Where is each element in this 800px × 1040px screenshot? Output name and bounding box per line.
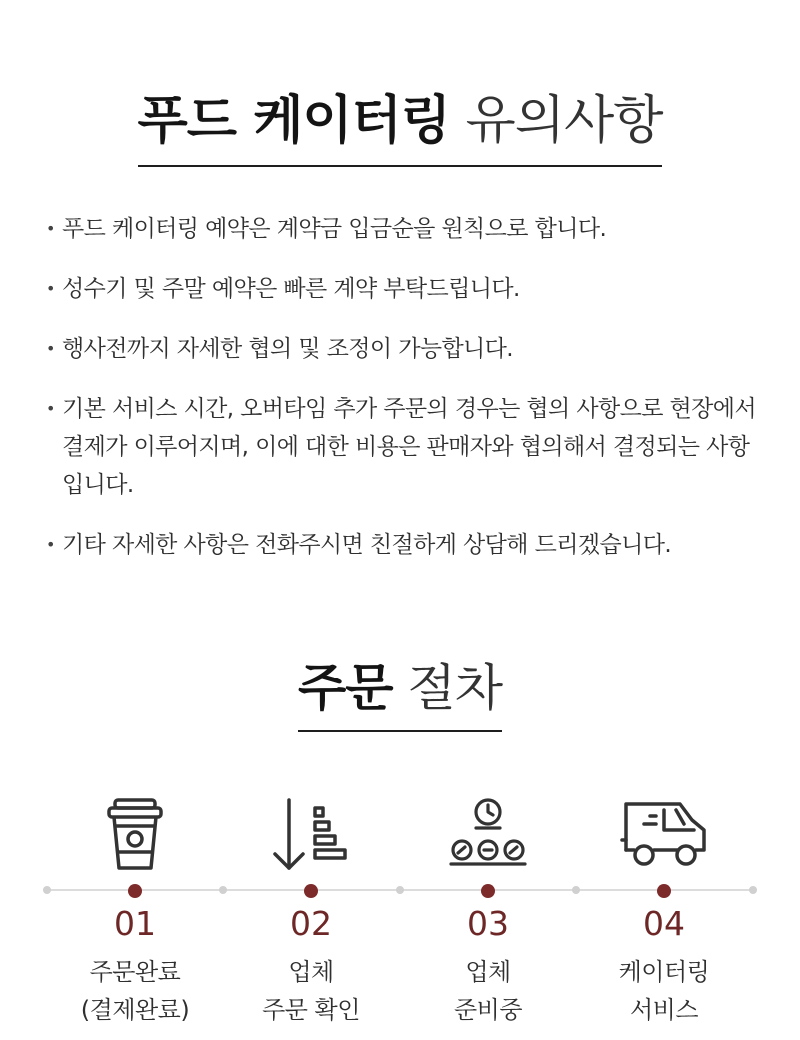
step-label [400, 953, 576, 1029]
notice-item [46, 330, 766, 368]
step-label [576, 953, 752, 1029]
notice-item [46, 210, 766, 248]
notice-text: 기본 서비스 시간, 오버타임 추가 주문의 경우는 협의 사항으로 현장에서 결제가 이루어지며, 이에 대한 비용은 판매자와 협의해서 결정되는 사항입니다. [62, 396, 757, 498]
notice-title-text [138, 78, 663, 167]
step-label [47, 953, 223, 1029]
notice-text: 푸드 케이터링 예약은 계약금 입금순을 원칙으로 합니다. [62, 216, 607, 242]
order-step-1 [47, 790, 223, 1029]
step-dot [128, 884, 142, 898]
notice-item [46, 270, 766, 308]
step-label-line2: (결제완료) [80, 996, 190, 1024]
step-label-line1: 업체 [465, 958, 511, 986]
notice-title-bold: 푸드 케이터링 [137, 91, 451, 151]
step-label-line2: 주문 확인 [262, 996, 360, 1024]
notice-title [0, 78, 800, 167]
step-number: 01 [114, 904, 156, 943]
step-label-line2: 준비중 [453, 996, 523, 1024]
step-number: 03 [467, 904, 509, 943]
step-label-line1: 주문완료 [89, 958, 181, 986]
timer-dishes-icon [400, 790, 576, 872]
order-title-text [298, 648, 502, 732]
order-title-bold: 주문 [297, 659, 393, 717]
bullet: • [46, 279, 55, 298]
step-dot [481, 884, 495, 898]
delivery-truck-icon [576, 790, 752, 872]
notice-title-light: 유의사항 [465, 91, 663, 151]
download-list-icon [223, 790, 399, 872]
bullet: • [46, 339, 55, 358]
order-step-3 [400, 790, 576, 1029]
order-step-4 [576, 790, 752, 1029]
step-label-line1: 업체 [288, 958, 334, 986]
bullet: • [46, 535, 55, 554]
notice-list [46, 210, 766, 586]
order-title-light: 절차 [407, 659, 503, 717]
order-title [0, 648, 800, 732]
order-step-2 [223, 790, 399, 1029]
bullet: • [46, 219, 55, 238]
step-label-line2: 서비스 [629, 996, 699, 1024]
step-label-line1: 케이터링 [618, 958, 710, 986]
bullet: • [46, 399, 55, 418]
notice-item [46, 390, 766, 504]
notice-text: 행사전까지 자세한 협의 및 조정이 가능합니다. [62, 336, 514, 362]
notice-text: 성수기 및 주말 예약은 빠른 계약 부탁드립니다. [62, 276, 520, 302]
notice-text: 기타 자세한 사항은 전화주시면 친절하게 상담해 드리겠습니다. [62, 532, 672, 558]
step-dot [657, 884, 671, 898]
notice-item [46, 526, 766, 564]
step-label [223, 953, 399, 1029]
step-number: 02 [290, 904, 332, 943]
step-dot [304, 884, 318, 898]
coffee-cup-icon [47, 790, 223, 872]
step-number: 04 [643, 904, 685, 943]
